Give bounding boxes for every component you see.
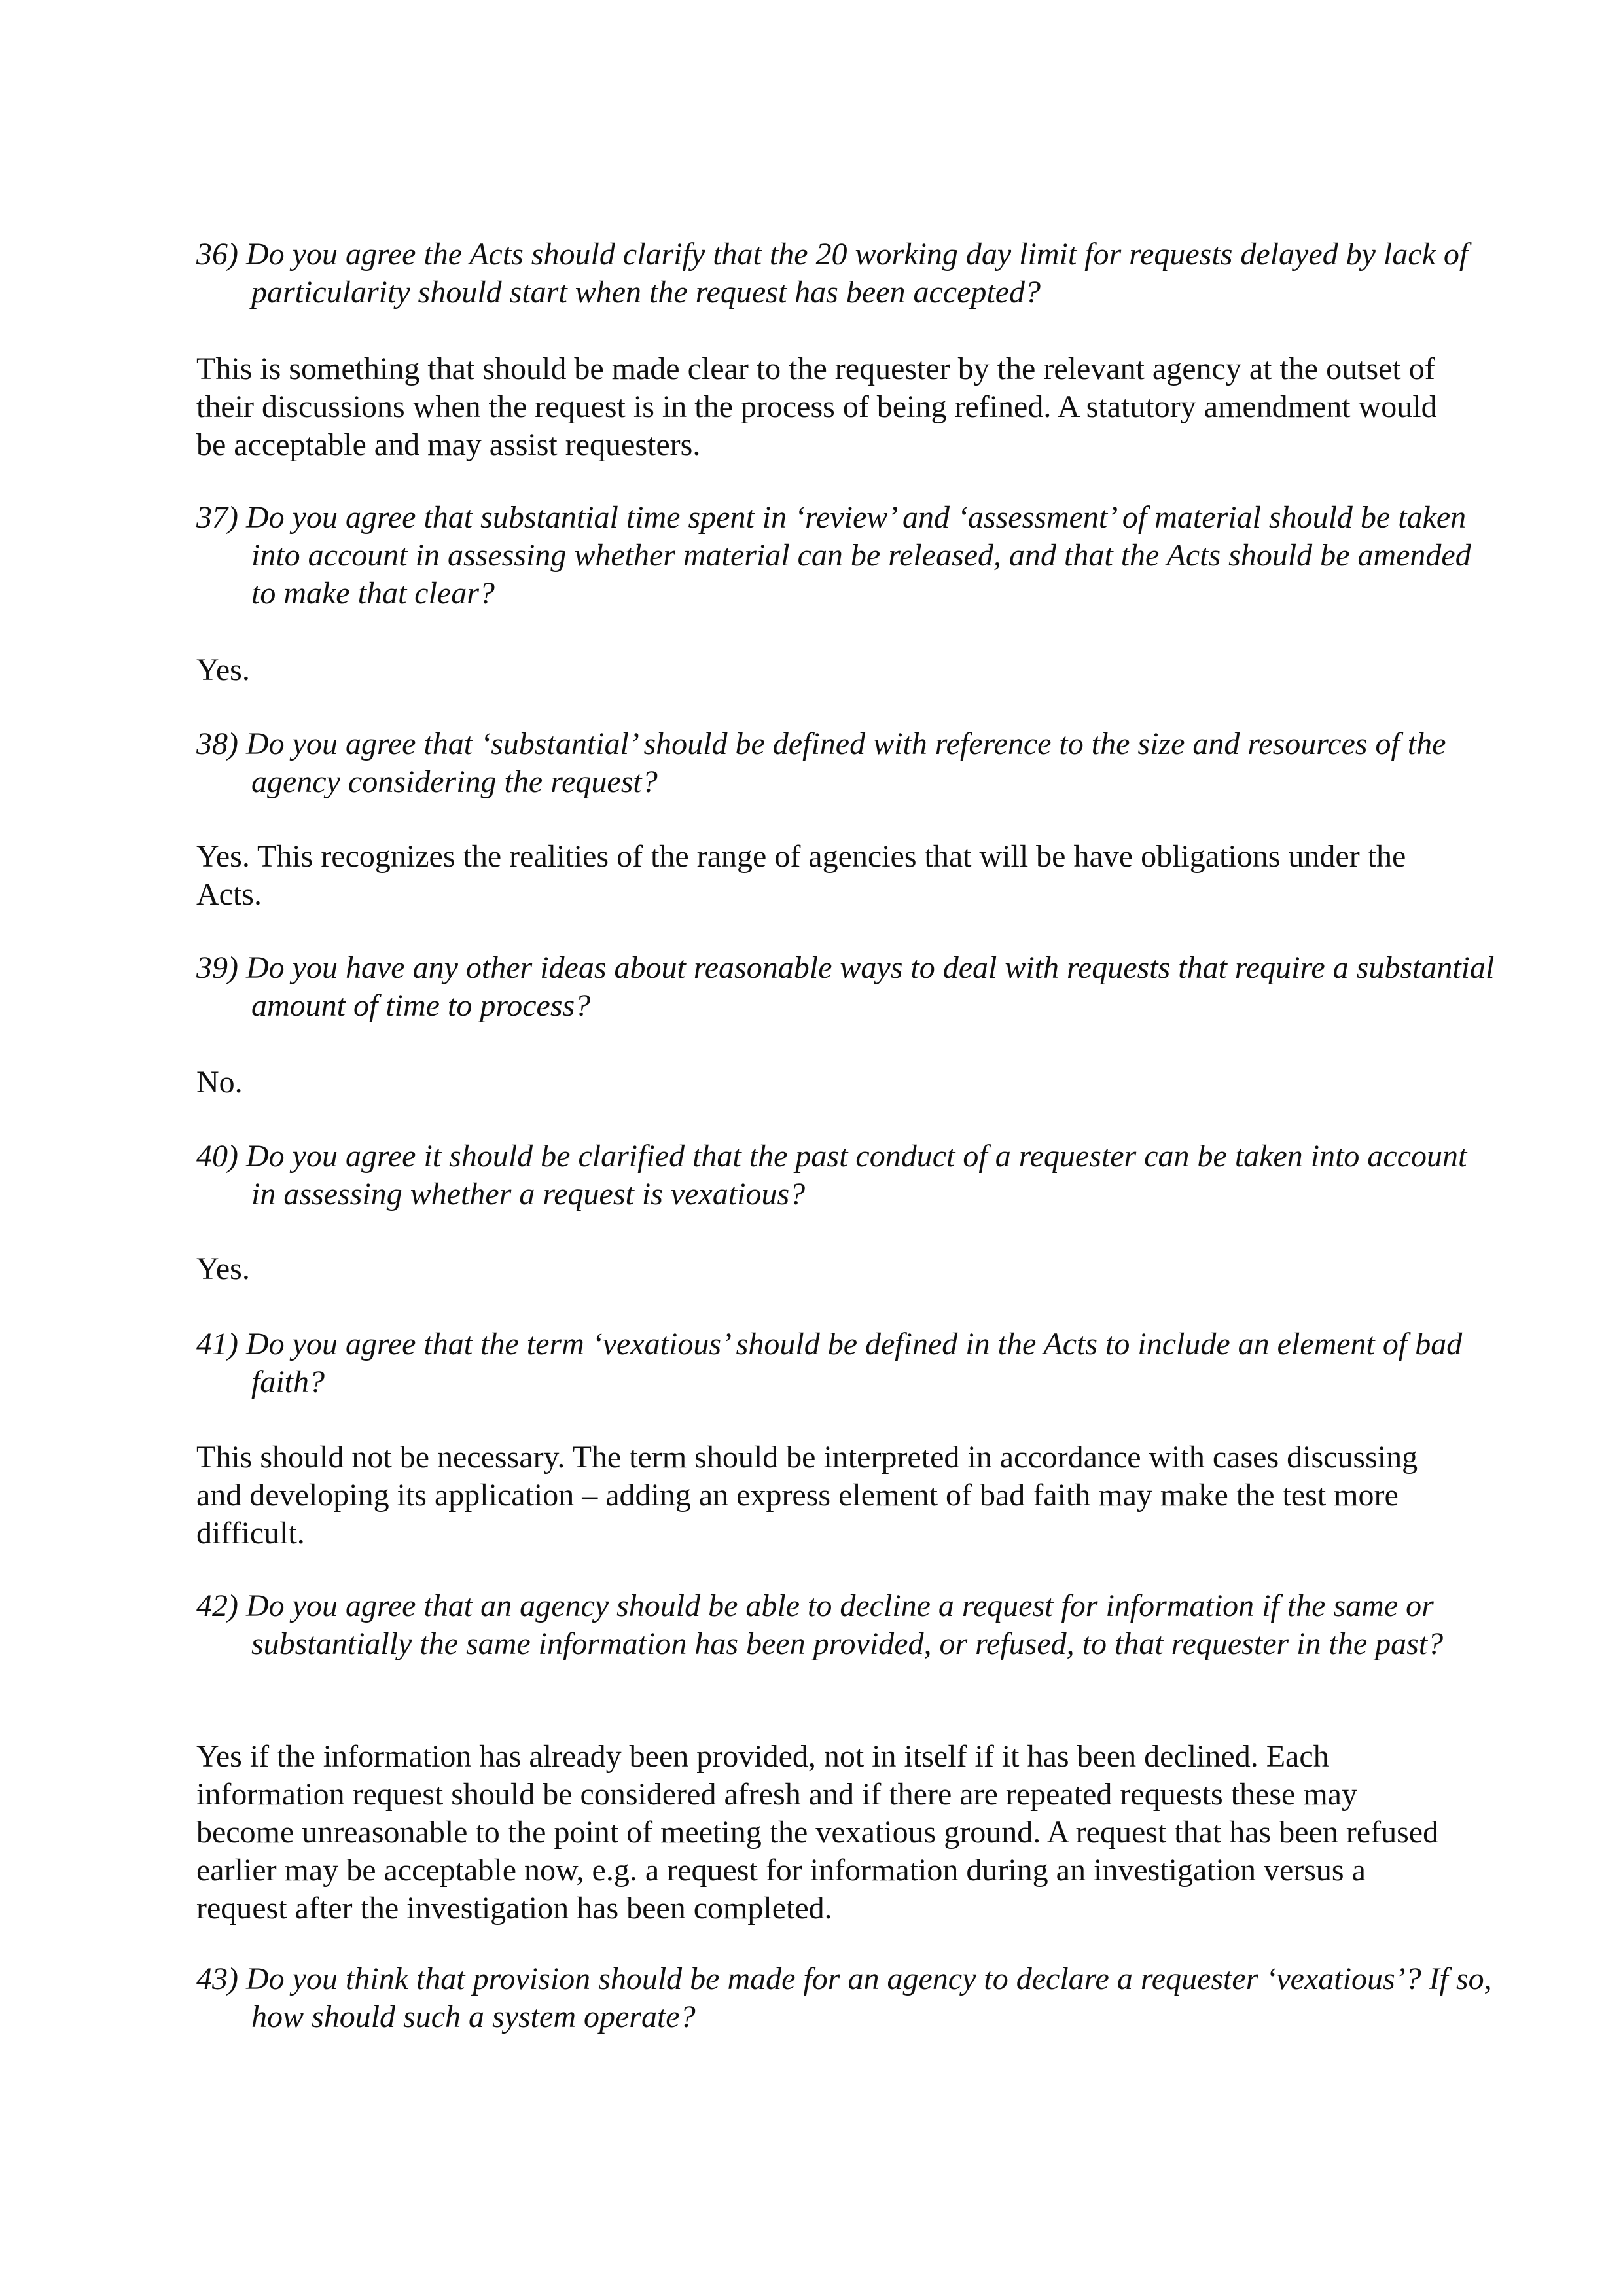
question-41: 41) Do you agree that the term ‘vexatious’ should be defined in the Acts to include an element of bad faith? (196, 1327, 1463, 1399)
question-38: 38) Do you agree that ‘substantial’ should be defined with reference to the size and resources of the agency considering the request? (196, 726, 1446, 799)
question-40: 40) Do you agree it should be clarified that the past conduct of a requester can be taken into account in assessing whether a request is vexatious? (196, 1139, 1467, 1211)
question-36: 36) Do you agree the Acts should clarify that the 20 working day limit for requests delayed by lack of particularity should start when the request has been accepted? (196, 237, 1469, 310)
question-43: 43) Do you think that provision should be made for an agency to declare a requester ‘vexatious’? If so, how should such a system operate? (196, 1962, 1492, 2034)
question-42: 42) Do you agree that an agency should be able to decline a request for information if the same or substantially the same information has been provided, or refused, to that requester in the past? (196, 1588, 1444, 1661)
answer-40: Yes. (196, 1251, 250, 1286)
question-39: 39) Do you have any other ideas about reasonable ways to deal with requests that require a substantial amount of time to process? (196, 950, 1495, 1023)
answer-36: This is something that should be made clear to the requester by the relevant agency at the outset of their discussions when the request is in the process of being refined. A statutory amendment would be acceptable and may assist requesters. (196, 351, 1437, 462)
answer-37: Yes. (196, 653, 250, 687)
answer-38: Yes. This recognizes the realities of the range of agencies that will be have obligations under the Acts. (196, 839, 1406, 912)
answer-42: Yes if the information has already been provided, not in itself if it has been declined. Each information request should be considered afresh and if there are repeated requests these may become unreasonable to the point of meeting the vexatious ground. A request that has been refused earlier may be acceptable now, e.g. a request for information during an investigation versus a request after the investigation has been completed. (196, 1739, 1439, 1926)
answer-41: This should not be necessary. The term should be interpreted in accordance with cases discussing and developing its application – adding an express element of bad faith may make the test more difficult. (196, 1440, 1418, 1551)
answer-39: No. (196, 1065, 243, 1100)
question-37: 37) Do you agree that substantial time spent in ‘review’ and ‘assessment’ of material should be taken into account in assessing whether material can be released, and that the Acts should be amended to make that clear? (196, 500, 1471, 611)
